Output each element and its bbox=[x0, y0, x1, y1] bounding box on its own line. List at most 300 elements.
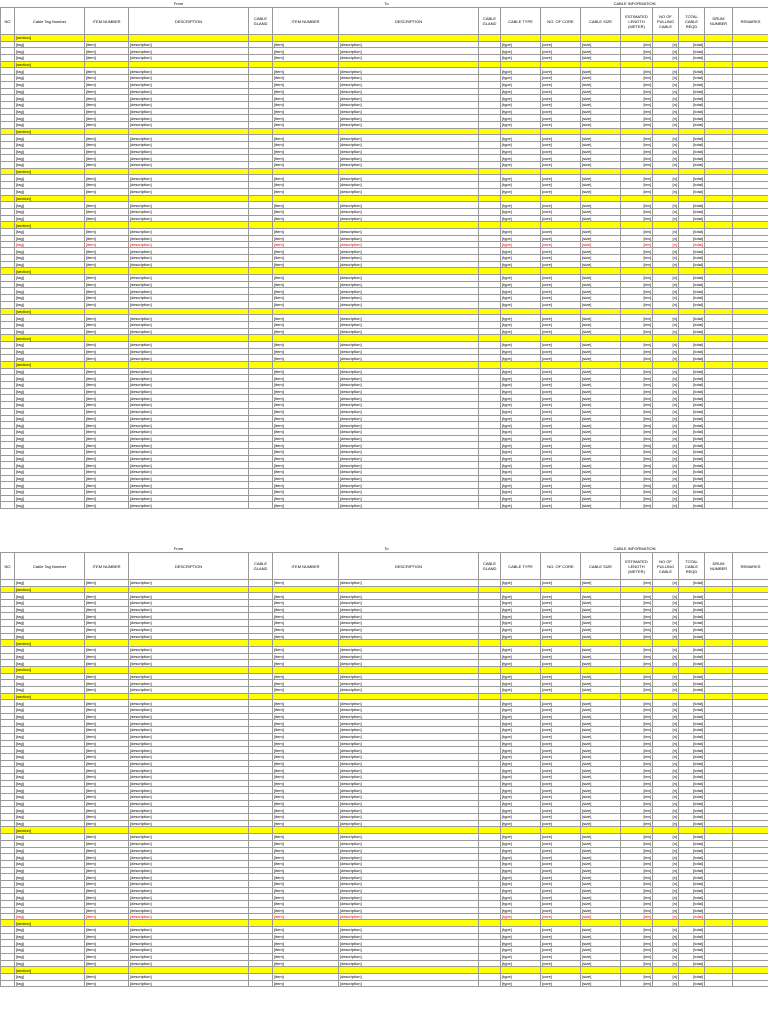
table-cell: [item] bbox=[273, 341, 339, 348]
table-cell bbox=[705, 887, 733, 894]
table-cell bbox=[733, 222, 768, 229]
table-cell: [n] bbox=[653, 455, 679, 462]
table-cell: [tag] bbox=[15, 646, 85, 653]
table-cell: [item] bbox=[85, 753, 129, 760]
table-cell: [core] bbox=[541, 901, 581, 908]
table-cell: [size] bbox=[581, 502, 621, 509]
table-row bbox=[1, 415, 768, 422]
table-cell: [core] bbox=[541, 81, 581, 88]
table-cell bbox=[479, 341, 501, 348]
table-cell bbox=[653, 335, 679, 342]
table-cell bbox=[339, 362, 479, 369]
table-cell: [tag] bbox=[15, 121, 85, 128]
table-cell bbox=[479, 315, 501, 322]
table-cell: [total] bbox=[679, 713, 705, 720]
table-cell: [len] bbox=[621, 834, 653, 841]
table-cell bbox=[479, 101, 501, 108]
table-cell: [item] bbox=[273, 108, 339, 115]
table-cell bbox=[249, 208, 273, 215]
table-cell: [core] bbox=[541, 108, 581, 115]
table-cell bbox=[733, 489, 768, 496]
table-cell: [description] bbox=[129, 235, 249, 242]
table-cell: [type] bbox=[501, 261, 541, 268]
table-cell: [len] bbox=[621, 606, 653, 613]
table-cell bbox=[479, 502, 501, 509]
table-cell: [size] bbox=[581, 408, 621, 415]
table-row bbox=[1, 887, 768, 894]
table-row bbox=[1, 301, 768, 308]
table-cell bbox=[479, 128, 501, 135]
table-cell bbox=[581, 967, 621, 974]
table-cell bbox=[249, 68, 273, 75]
table-cell bbox=[1, 814, 15, 821]
table-cell: [total] bbox=[679, 687, 705, 694]
table-cell: [item] bbox=[273, 315, 339, 322]
table-cell bbox=[249, 295, 273, 302]
table-cell: [item] bbox=[273, 820, 339, 827]
table-cell: [type] bbox=[501, 660, 541, 667]
table-cell: [type] bbox=[501, 887, 541, 894]
table-cell bbox=[705, 195, 733, 202]
table-cell: [item] bbox=[85, 733, 129, 740]
table-cell bbox=[1, 335, 15, 342]
table-cell: [item] bbox=[85, 814, 129, 821]
table-cell: [description] bbox=[129, 940, 249, 947]
table-cell bbox=[705, 733, 733, 740]
table-cell: [size] bbox=[581, 593, 621, 600]
table-cell bbox=[273, 268, 339, 275]
table-cell: [core] bbox=[541, 880, 581, 887]
table-cell bbox=[705, 469, 733, 476]
table-cell bbox=[1, 687, 15, 694]
table-cell bbox=[501, 168, 541, 175]
table-cell: [size] bbox=[581, 707, 621, 714]
table-row bbox=[1, 202, 768, 209]
table-cell bbox=[479, 901, 501, 908]
table-cell bbox=[621, 128, 653, 135]
table-cell bbox=[249, 673, 273, 680]
table-cell bbox=[249, 600, 273, 607]
table-cell: [core] bbox=[541, 820, 581, 827]
table-cell bbox=[1, 787, 15, 794]
table-cell: [n] bbox=[653, 874, 679, 881]
table-cell: [total] bbox=[679, 800, 705, 807]
table-cell bbox=[705, 502, 733, 509]
table-cell: [core] bbox=[541, 489, 581, 496]
table-cell: [item] bbox=[273, 388, 339, 395]
table-cell: [description] bbox=[339, 600, 479, 607]
table-cell bbox=[653, 222, 679, 229]
table-cell: [size] bbox=[581, 355, 621, 362]
table-cell: [item] bbox=[273, 834, 339, 841]
table-cell: [description] bbox=[339, 787, 479, 794]
table-cell: [item] bbox=[273, 847, 339, 854]
table-cell bbox=[705, 727, 733, 734]
column-header: CABLE TYPE bbox=[501, 553, 541, 580]
group-cable-information: CABLE INFORMATION bbox=[501, 0, 768, 8]
table-cell bbox=[249, 115, 273, 122]
table-cell bbox=[339, 268, 479, 275]
table-cell: [len] bbox=[621, 375, 653, 382]
table-cell: [len] bbox=[621, 495, 653, 502]
table-cell: [description] bbox=[339, 606, 479, 613]
table-cell: [core] bbox=[541, 907, 581, 914]
table-cell: [n] bbox=[653, 760, 679, 767]
table-row bbox=[1, 95, 768, 102]
table-cell bbox=[1, 854, 15, 861]
table-cell bbox=[479, 188, 501, 195]
table-cell: [core] bbox=[541, 442, 581, 449]
table-cell bbox=[1, 442, 15, 449]
column-header: NO. OF CORE bbox=[541, 553, 581, 580]
table-cell: [size] bbox=[581, 940, 621, 947]
section-row bbox=[1, 268, 768, 275]
table-cell: [type] bbox=[501, 495, 541, 502]
table-cell: [total] bbox=[679, 633, 705, 640]
table-cell bbox=[733, 442, 768, 449]
table-cell: [item] bbox=[273, 469, 339, 476]
column-header: TOTAL CABLE REQD bbox=[679, 553, 705, 580]
table-cell: [item] bbox=[85, 502, 129, 509]
table-cell: [description] bbox=[339, 680, 479, 687]
table-cell: [type] bbox=[501, 720, 541, 727]
table-row bbox=[1, 408, 768, 415]
table-cell: [description] bbox=[339, 807, 479, 814]
table-cell bbox=[581, 640, 621, 647]
table-cell bbox=[1, 727, 15, 734]
table-cell: [len] bbox=[621, 980, 653, 987]
table-cell: [section] bbox=[15, 335, 85, 342]
table-cell bbox=[581, 128, 621, 135]
table-cell bbox=[1, 202, 15, 209]
table-cell: [type] bbox=[501, 880, 541, 887]
table-cell: [type] bbox=[501, 980, 541, 987]
table-cell bbox=[705, 448, 733, 455]
table-cell: [tag] bbox=[15, 753, 85, 760]
table-cell: [len] bbox=[621, 415, 653, 422]
table-cell: [type] bbox=[501, 348, 541, 355]
table-cell bbox=[501, 586, 541, 593]
table-cell: [item] bbox=[85, 794, 129, 801]
table-cell bbox=[479, 228, 501, 235]
table-cell bbox=[339, 967, 479, 974]
table-cell bbox=[479, 640, 501, 647]
table-cell bbox=[1, 820, 15, 827]
column-header: DRUM NUMBER bbox=[705, 8, 733, 35]
table-cell bbox=[249, 328, 273, 335]
table-cell: [core] bbox=[541, 720, 581, 727]
table-cell: [item] bbox=[85, 646, 129, 653]
table-cell: [description] bbox=[339, 794, 479, 801]
table-cell: [n] bbox=[653, 960, 679, 967]
table-cell bbox=[249, 428, 273, 435]
table-cell bbox=[129, 268, 249, 275]
table-cell: [item] bbox=[85, 707, 129, 714]
table-cell bbox=[733, 215, 768, 222]
table-cell bbox=[733, 348, 768, 355]
table-row bbox=[1, 215, 768, 222]
table-cell: [n] bbox=[653, 375, 679, 382]
table-cell: [len] bbox=[621, 960, 653, 967]
table-cell bbox=[541, 362, 581, 369]
table-cell bbox=[581, 335, 621, 342]
table-row bbox=[1, 753, 768, 760]
table-cell: [description] bbox=[129, 68, 249, 75]
table-cell bbox=[479, 660, 501, 667]
table-cell: [total] bbox=[679, 593, 705, 600]
table-cell: [len] bbox=[621, 680, 653, 687]
table-row bbox=[1, 840, 768, 847]
table-cell: [description] bbox=[129, 727, 249, 734]
table-cell: [item] bbox=[85, 960, 129, 967]
table-cell: [core] bbox=[541, 914, 581, 920]
table-cell bbox=[479, 195, 501, 202]
table-cell bbox=[679, 920, 705, 927]
table-cell bbox=[705, 41, 733, 48]
table-cell: [type] bbox=[501, 328, 541, 335]
table-cell bbox=[129, 168, 249, 175]
table-row bbox=[1, 315, 768, 322]
table-cell: [description] bbox=[129, 188, 249, 195]
table-row bbox=[1, 328, 768, 335]
table-cell: [core] bbox=[541, 760, 581, 767]
table-cell bbox=[679, 666, 705, 673]
table-cell bbox=[479, 175, 501, 182]
table-cell: [n] bbox=[653, 341, 679, 348]
table-cell bbox=[479, 874, 501, 881]
table-row bbox=[1, 960, 768, 967]
table-cell: [description] bbox=[129, 101, 249, 108]
table-cell bbox=[733, 261, 768, 268]
table-cell bbox=[705, 947, 733, 954]
column-header: CABLE SIZE bbox=[581, 8, 621, 35]
table-cell bbox=[479, 335, 501, 342]
table-cell: [type] bbox=[501, 281, 541, 288]
group-cable-information: CABLE INFORMATION bbox=[501, 545, 768, 553]
table-cell: [item] bbox=[273, 435, 339, 442]
table-row bbox=[1, 475, 768, 482]
table-cell: [type] bbox=[501, 388, 541, 395]
table-cell: [description] bbox=[129, 680, 249, 687]
table-cell bbox=[339, 640, 479, 647]
table-cell bbox=[479, 947, 501, 954]
table-cell bbox=[249, 827, 273, 834]
table-cell: [description] bbox=[129, 155, 249, 162]
table-row bbox=[1, 593, 768, 600]
table-cell: [size] bbox=[581, 794, 621, 801]
table-cell: [item] bbox=[273, 215, 339, 222]
table-cell bbox=[733, 894, 768, 901]
table-cell bbox=[1, 428, 15, 435]
table-cell: [n] bbox=[653, 867, 679, 874]
table-cell: [core] bbox=[541, 55, 581, 62]
table-cell bbox=[733, 580, 768, 587]
table-cell bbox=[705, 620, 733, 627]
table-cell bbox=[501, 920, 541, 927]
table-cell: [description] bbox=[129, 341, 249, 348]
table-cell: [item] bbox=[273, 633, 339, 640]
table-cell: [size] bbox=[581, 101, 621, 108]
table-row bbox=[1, 255, 768, 262]
column-header: REMARKS bbox=[733, 8, 768, 35]
table-cell bbox=[621, 362, 653, 369]
table-cell bbox=[479, 88, 501, 95]
table-cell: [type] bbox=[501, 448, 541, 455]
table-cell: [tag] bbox=[15, 175, 85, 182]
table-cell: [description] bbox=[339, 834, 479, 841]
table-cell: [size] bbox=[581, 281, 621, 288]
table-cell bbox=[479, 388, 501, 395]
table-cell: [n] bbox=[653, 415, 679, 422]
table-cell bbox=[621, 827, 653, 834]
table-cell: [description] bbox=[129, 175, 249, 182]
table-cell bbox=[1, 867, 15, 874]
table-cell: [n] bbox=[653, 495, 679, 502]
table-cell bbox=[1, 182, 15, 189]
table-cell: [core] bbox=[541, 814, 581, 821]
table-cell bbox=[705, 606, 733, 613]
table-cell: [item] bbox=[85, 68, 129, 75]
table-cell: [description] bbox=[129, 707, 249, 714]
table-cell bbox=[1, 967, 15, 974]
table-cell bbox=[705, 248, 733, 255]
table-cell bbox=[733, 600, 768, 607]
table-cell: [len] bbox=[621, 787, 653, 794]
table-cell: [size] bbox=[581, 773, 621, 780]
table-cell: [tag] bbox=[15, 867, 85, 874]
table-cell: [description] bbox=[339, 155, 479, 162]
table-cell: [total] bbox=[679, 208, 705, 215]
table-cell: [n] bbox=[653, 593, 679, 600]
table-cell bbox=[541, 335, 581, 342]
table-cell: [tag] bbox=[15, 162, 85, 169]
table-cell: [core] bbox=[541, 580, 581, 587]
table-cell: [core] bbox=[541, 341, 581, 348]
table-cell: [description] bbox=[339, 660, 479, 667]
table-cell: [item] bbox=[85, 469, 129, 476]
table-cell bbox=[1, 613, 15, 620]
table-cell: [type] bbox=[501, 740, 541, 747]
table-cell: [n] bbox=[653, 787, 679, 794]
table-cell: [item] bbox=[273, 248, 339, 255]
section-row bbox=[1, 61, 768, 68]
table-cell bbox=[249, 787, 273, 794]
table-cell: [item] bbox=[273, 375, 339, 382]
table-cell bbox=[1, 162, 15, 169]
table-cell: [len] bbox=[621, 462, 653, 469]
table-cell bbox=[733, 680, 768, 687]
table-cell: [item] bbox=[273, 408, 339, 415]
table-cell bbox=[705, 168, 733, 175]
table-cell bbox=[249, 967, 273, 974]
table-cell: [item] bbox=[85, 800, 129, 807]
table-cell bbox=[339, 920, 479, 927]
table-cell: [size] bbox=[581, 155, 621, 162]
table-cell: [len] bbox=[621, 328, 653, 335]
table-cell: [n] bbox=[653, 847, 679, 854]
table-cell: [size] bbox=[581, 235, 621, 242]
section-row bbox=[1, 335, 768, 342]
table-cell: [size] bbox=[581, 255, 621, 262]
table-cell bbox=[479, 794, 501, 801]
table-row bbox=[1, 155, 768, 162]
table-cell: [description] bbox=[129, 887, 249, 894]
table-cell: [tag] bbox=[15, 261, 85, 268]
table-cell: [core] bbox=[541, 867, 581, 874]
table-cell: [tag] bbox=[15, 953, 85, 960]
table-cell bbox=[705, 973, 733, 980]
table-cell: [item] bbox=[273, 901, 339, 908]
table-cell: [item] bbox=[273, 980, 339, 987]
table-cell: [total] bbox=[679, 235, 705, 242]
table-cell bbox=[339, 827, 479, 834]
table-cell: [size] bbox=[581, 720, 621, 727]
table-cell bbox=[85, 666, 129, 673]
table-cell: [item] bbox=[85, 388, 129, 395]
table-cell: [tag] bbox=[15, 208, 85, 215]
table-cell bbox=[1, 713, 15, 720]
table-cell: [core] bbox=[541, 707, 581, 714]
table-cell: [tag] bbox=[15, 847, 85, 854]
table-cell: [description] bbox=[339, 482, 479, 489]
table-cell bbox=[733, 321, 768, 328]
table-cell bbox=[705, 800, 733, 807]
table-cell: [n] bbox=[653, 780, 679, 787]
table-cell bbox=[1, 933, 15, 940]
table-cell bbox=[249, 495, 273, 502]
table-cell: [n] bbox=[653, 275, 679, 282]
table-cell: [tag] bbox=[15, 101, 85, 108]
table-cell: [size] bbox=[581, 88, 621, 95]
table-cell: [item] bbox=[273, 907, 339, 914]
table-cell: [item] bbox=[85, 854, 129, 861]
table-cell: [description] bbox=[129, 408, 249, 415]
table-cell: [item] bbox=[85, 713, 129, 720]
table-cell: [type] bbox=[501, 767, 541, 774]
table-cell bbox=[249, 953, 273, 960]
table-cell: [len] bbox=[621, 687, 653, 694]
table-cell: [item] bbox=[85, 720, 129, 727]
table-cell: [core] bbox=[541, 482, 581, 489]
table-cell: [n] bbox=[653, 947, 679, 954]
table-cell: [description] bbox=[339, 780, 479, 787]
table-cell: [size] bbox=[581, 626, 621, 633]
table-cell: [item] bbox=[85, 402, 129, 409]
table-cell: [item] bbox=[85, 475, 129, 482]
table-cell: [type] bbox=[501, 142, 541, 149]
table-cell: [item] bbox=[85, 408, 129, 415]
table-row bbox=[1, 794, 768, 801]
table-cell: [core] bbox=[541, 368, 581, 375]
table-cell: [item] bbox=[273, 422, 339, 429]
table-cell bbox=[339, 308, 479, 315]
table-cell: [description] bbox=[129, 288, 249, 295]
table-cell: [total] bbox=[679, 295, 705, 302]
table-cell: [size] bbox=[581, 687, 621, 694]
table-cell: [description] bbox=[339, 727, 479, 734]
section-row bbox=[1, 967, 768, 974]
table-cell bbox=[339, 586, 479, 593]
table-cell: [size] bbox=[581, 382, 621, 389]
table-cell: [total] bbox=[679, 175, 705, 182]
table-cell: [core] bbox=[541, 435, 581, 442]
table-cell: [len] bbox=[621, 753, 653, 760]
table-cell bbox=[85, 61, 129, 68]
table-cell: [description] bbox=[339, 88, 479, 95]
table-cell: [item] bbox=[273, 773, 339, 780]
table-cell: [type] bbox=[501, 960, 541, 967]
table-row bbox=[1, 402, 768, 409]
